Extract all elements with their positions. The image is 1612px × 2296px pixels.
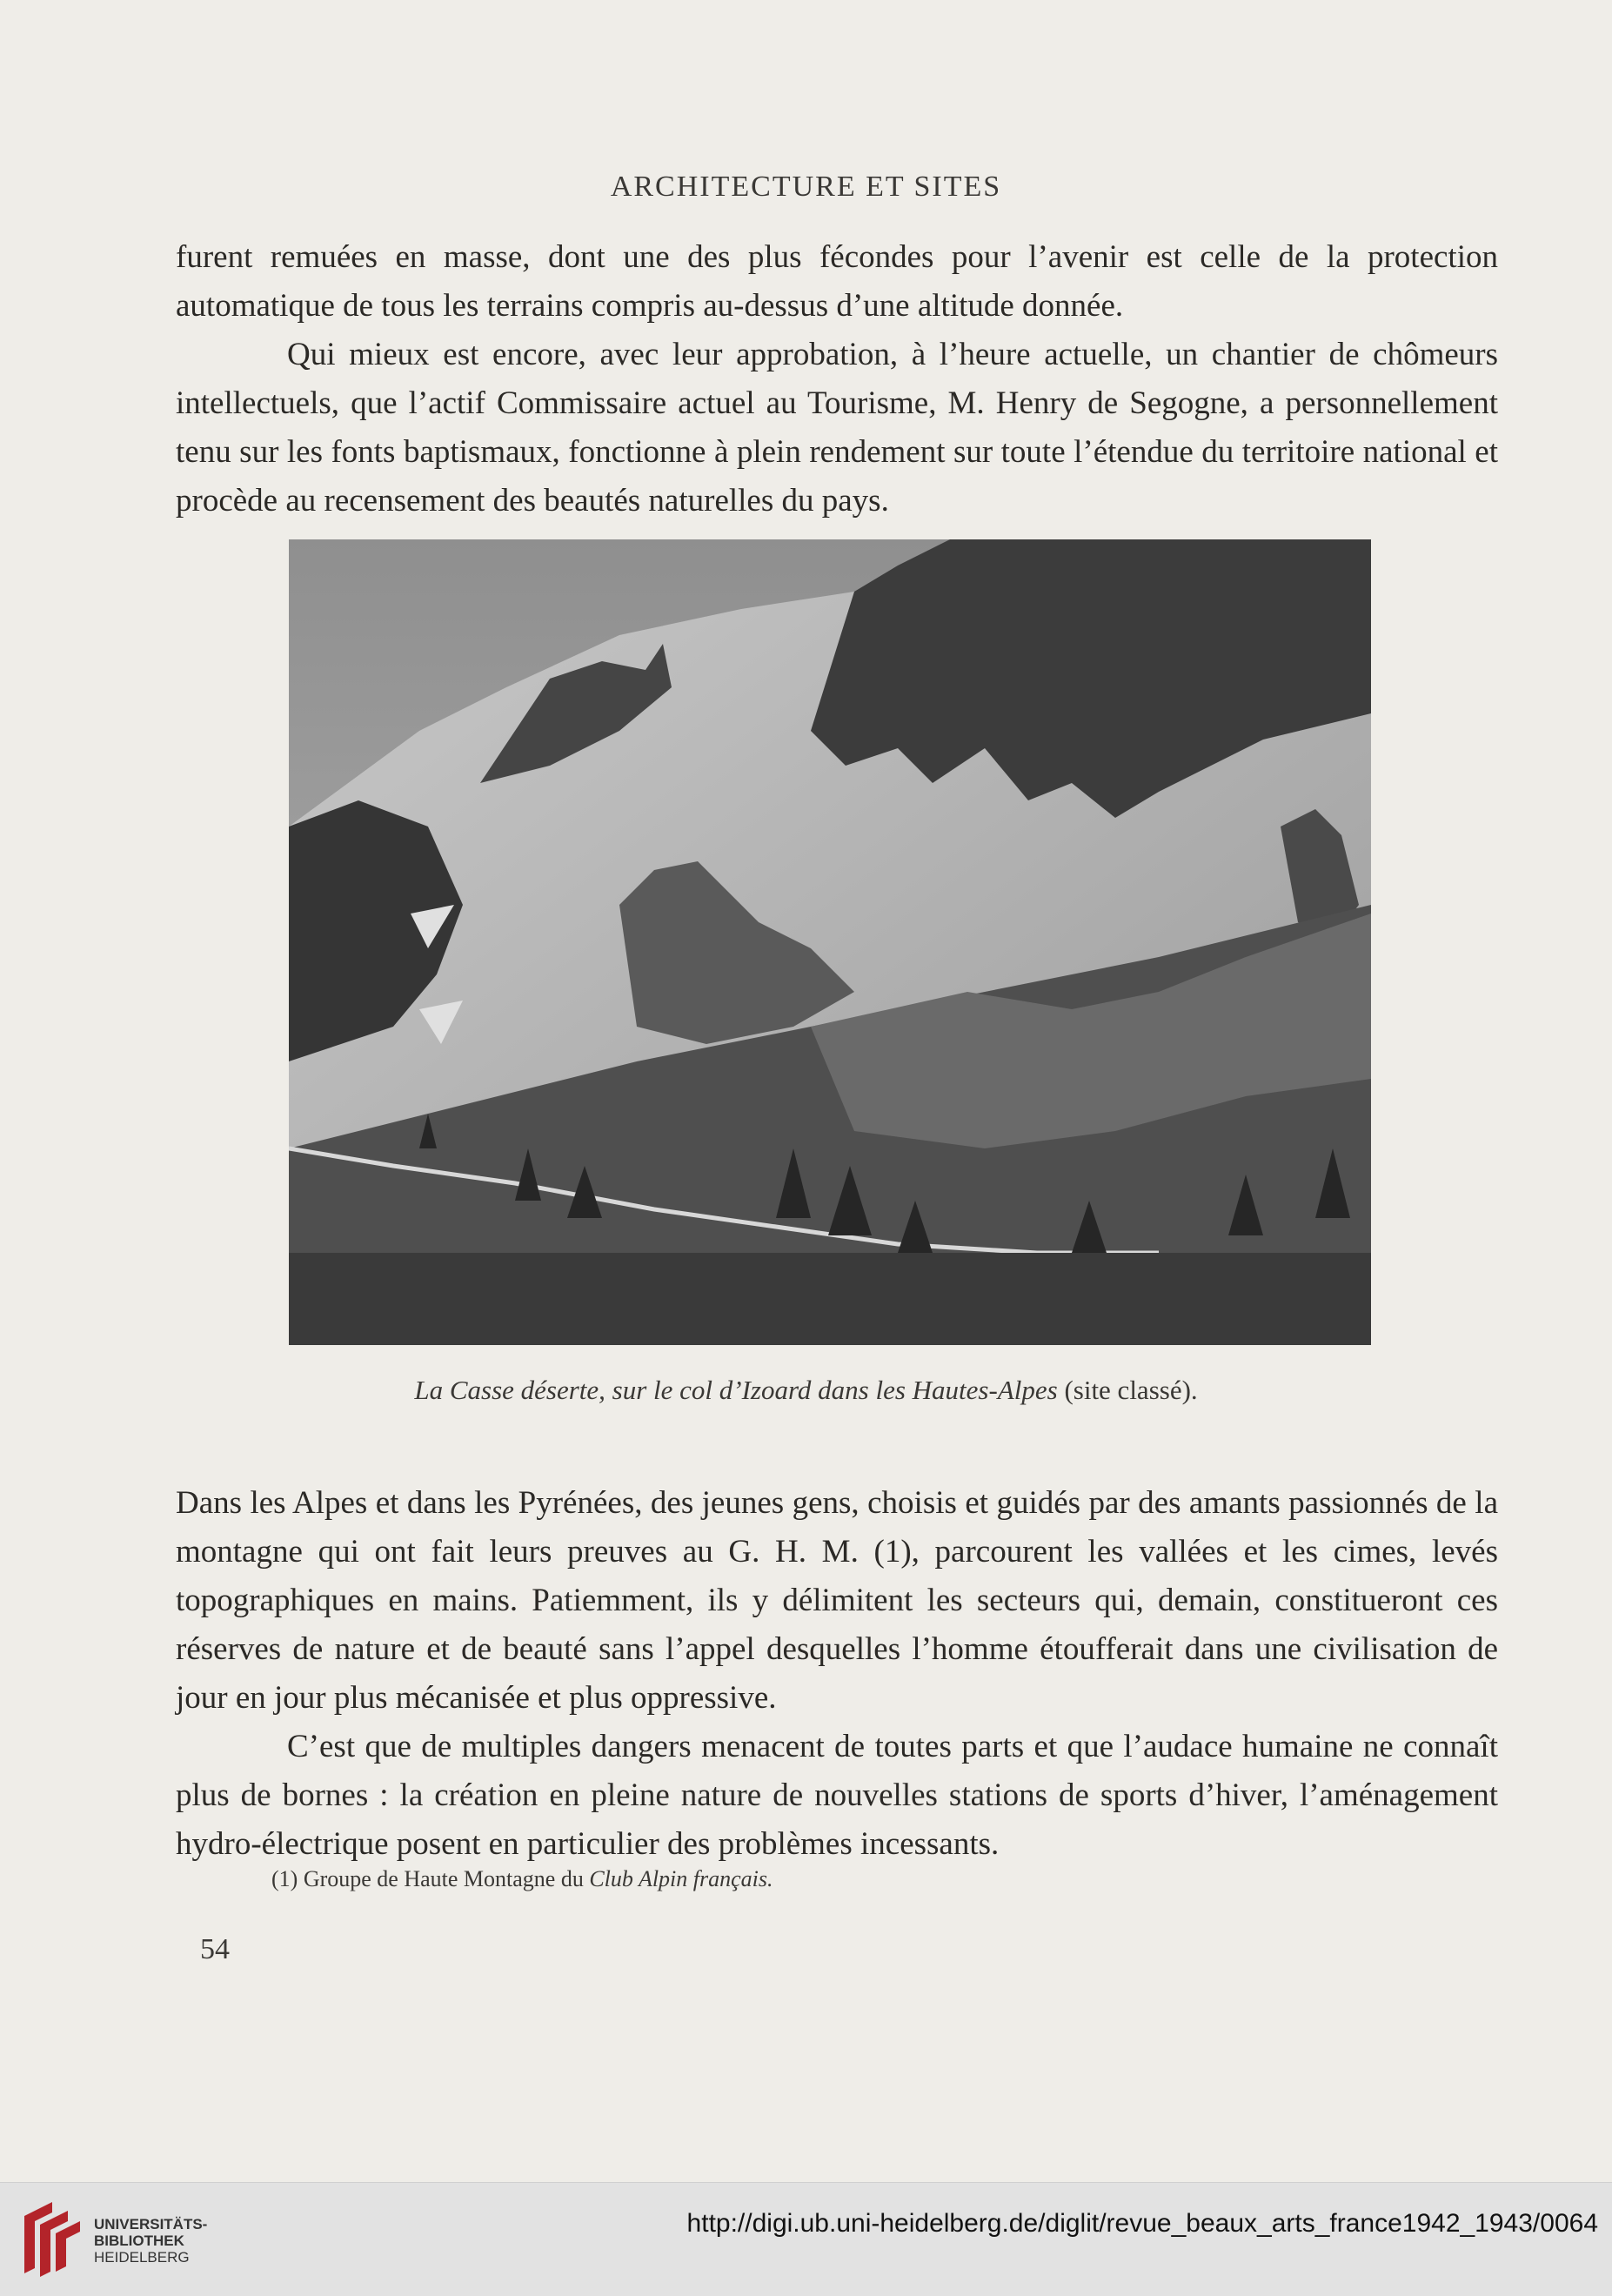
footnote bbox=[271, 1866, 773, 1892]
body-text-bottom bbox=[176, 1479, 1498, 1869]
photo-illustration bbox=[289, 539, 1371, 1345]
page-number: 54 bbox=[200, 1933, 230, 1965]
logo-line-1: UNIVERSITÄTS- bbox=[94, 2216, 208, 2232]
mountain-photograph bbox=[289, 539, 1371, 1345]
paragraph: Qui mieux est encore, avec leur approbation, à l’heure actuelle, un chantier de chômeurs intellectuels, que l’actif Commissaire actuel au Tourisme, M. Henry de Segogne, a personnellement tenu sur les fonts baptismaux, fonctionne à plein rendement sur toute l’étendue du territoire national et procède au recensement des beautés naturelles du pays. bbox=[176, 337, 1498, 519]
footer-bar bbox=[0, 2182, 1612, 2296]
caption-plain: (site classé). bbox=[1057, 1375, 1198, 1405]
source-url[interactable]: http://digi.ub.uni-heidelberg.de/diglit/revue_beaux_arts_france1942_1943/0064 bbox=[686, 2209, 1598, 2238]
logo-line-3: HEIDELBERG bbox=[94, 2249, 190, 2266]
paragraph: Dans les Alpes et dans les Pyrénées, des jeunes gens, choisis et guidés par des amants passionnés de la montagne qui ont fait leurs preuves au G. H. M. (1), parcourent les vallées et les cimes, levés topographiques en mains. Patiemment, ils y délimitent les secteurs qui, demain, constitueront ces réserves de nature et de beauté sans l’appel desquelles l’homme étoufferait dans une civilisation de jour en jour plus mécanisée et plus oppressive. bbox=[176, 1485, 1498, 1716]
logo-line-2: BIBLIOTHEK bbox=[94, 2232, 184, 2249]
library-logo[interactable] bbox=[17, 2199, 278, 2286]
caption-italic: La Casse déserte, sur le col d’Izoard dans les Hautes-Alpes bbox=[414, 1375, 1058, 1405]
running-title: ARCHITECTURE ET SITES bbox=[610, 171, 1002, 203]
paragraph: C’est que de multiples dangers menacent de toutes parts et que l’audace humaine ne connaît plus de bornes : la création en pleine nature de nouvelles stations de sports d’hiver, l’aménagement hydro-électrique posent en particulier des problèmes incessants. bbox=[176, 1729, 1498, 1862]
footnote-italic: Club Alpin français. bbox=[589, 1866, 773, 1891]
library-name bbox=[94, 2216, 207, 2266]
paragraph: furent remuées en masse, dont une des plus fécondes pour l’avenir est celle de la protection automatique de tous les terrains compris au-dessus d’une altitude donnée. bbox=[176, 239, 1498, 324]
body-text-top bbox=[176, 233, 1498, 525]
library-emblem-icon bbox=[17, 2199, 87, 2279]
figure-caption bbox=[0, 1375, 1612, 1406]
footnote-prefix: (1) Groupe de Haute Montagne du bbox=[271, 1866, 590, 1891]
